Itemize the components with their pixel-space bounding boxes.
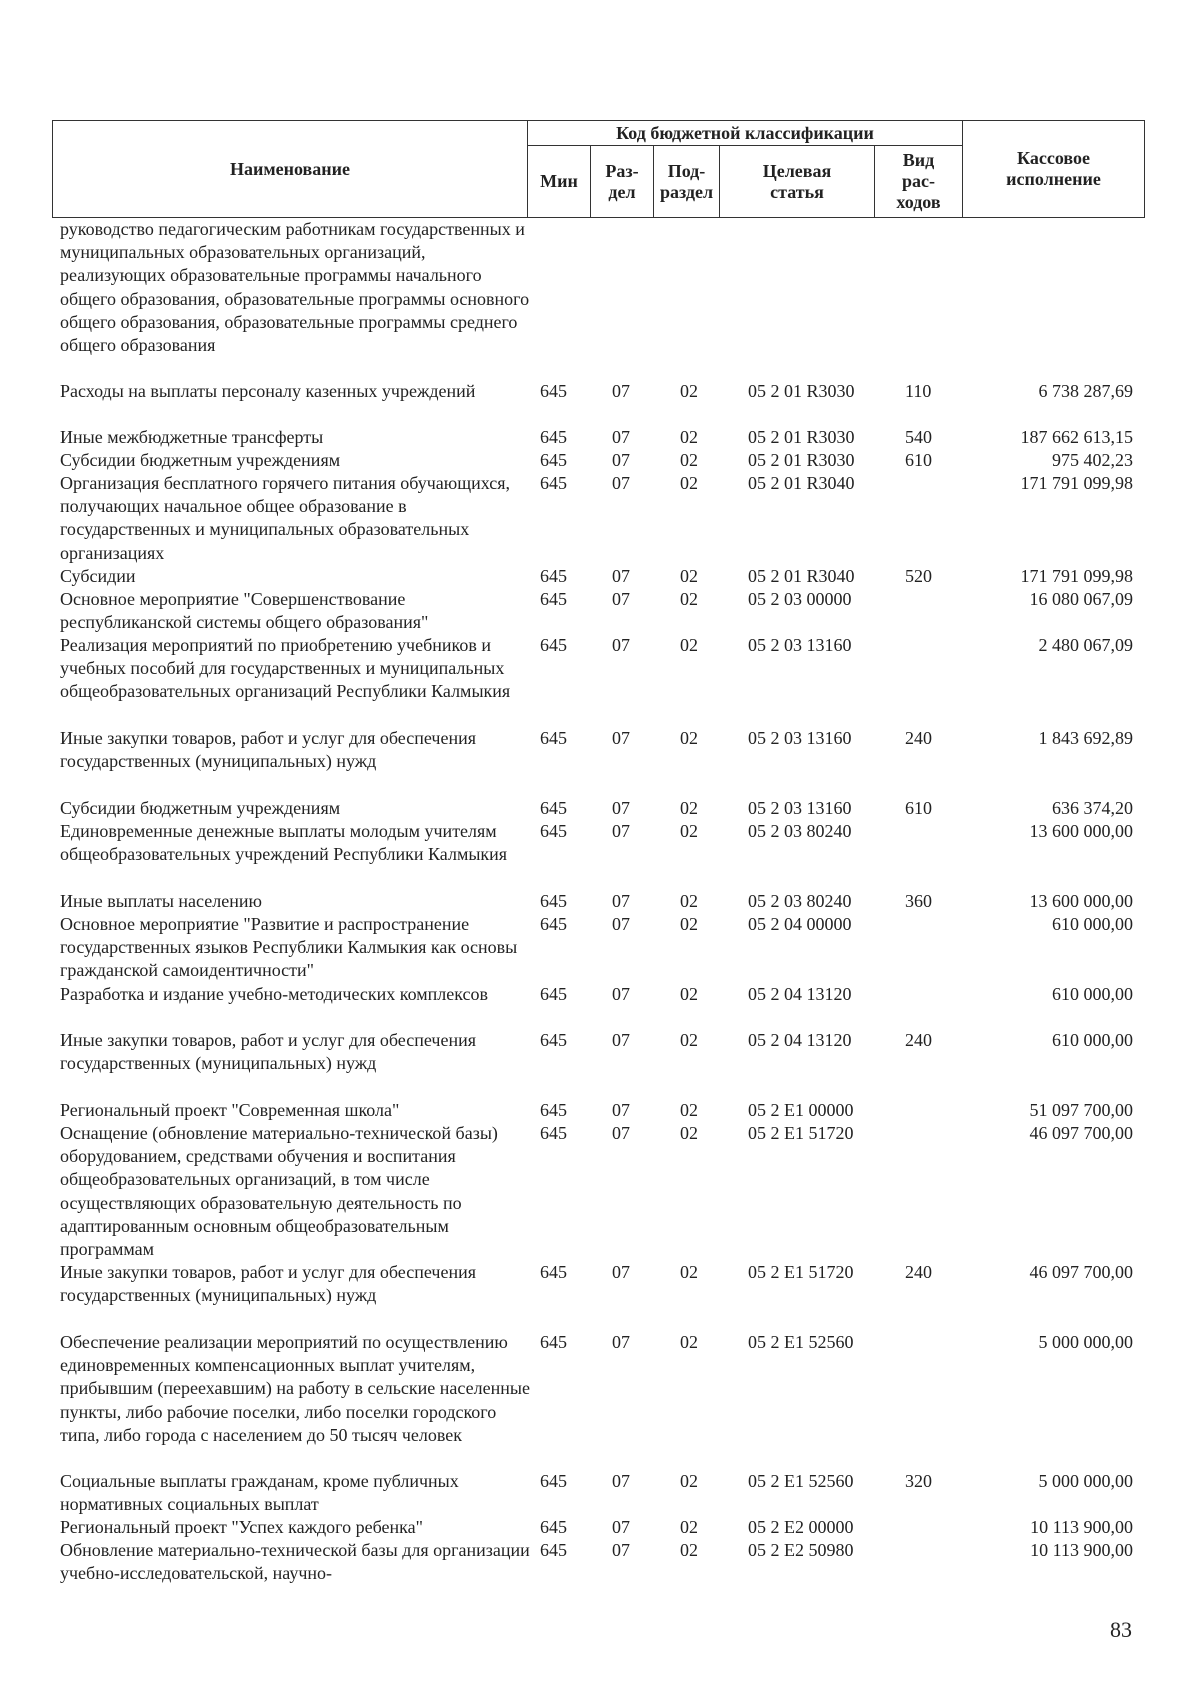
- row-sum: 171 791 099,98: [1020, 473, 1133, 493]
- table-row: [0, 426, 1200, 449]
- row-razdel: 07: [612, 450, 630, 470]
- row-min: 645: [540, 450, 567, 470]
- row-sum: 610 000,00: [1052, 914, 1133, 934]
- row-name: Субсидии: [60, 566, 136, 586]
- row-podrazdel: 02: [680, 1471, 698, 1491]
- header-podrazdel-text: Под- раздел: [659, 160, 714, 202]
- header-celevaya: [720, 146, 874, 217]
- row-name: руководство педагогическим работникам государственных и муниципальных образовательных организаций, реализующих образовательные программы начального общего образования, образовательные программы основного общего образования, образовательные программы среднего общего образования: [60, 219, 530, 356]
- row-podrazdel: 02: [680, 984, 698, 1004]
- row-min: 645: [540, 635, 567, 655]
- row-razdel: 07: [612, 1262, 630, 1282]
- row-podrazdel: 02: [680, 728, 698, 748]
- row-celevaya: 05 2 04 13120: [748, 1030, 852, 1050]
- row-celevaya: 05 2 E1 00000: [748, 1100, 854, 1120]
- row-razdel: 07: [612, 1517, 630, 1537]
- row-name: Обновление материально-технической базы для организации учебно-исследовательской, научно-: [60, 1540, 530, 1584]
- row-name: Иные закупки товаров, работ и услуг для обеспечения государственных (муниципальных) нужд: [60, 1030, 476, 1074]
- header-celevaya-text: Целевая статья: [762, 160, 832, 202]
- row-sum: 187 662 613,15: [1020, 427, 1133, 447]
- row-name: Иные межбюджетные трансферты: [60, 427, 324, 447]
- table-row: [0, 218, 1200, 380]
- row-vid: 610: [905, 450, 932, 470]
- row-sum: 171 791 099,98: [1020, 566, 1133, 586]
- row-podrazdel: 02: [680, 798, 698, 818]
- table-row: [0, 1261, 1200, 1331]
- row-razdel: 07: [612, 589, 630, 609]
- row-celevaya: 05 2 03 13160: [748, 635, 852, 655]
- row-min: 645: [540, 728, 567, 748]
- row-podrazdel: 02: [680, 1100, 698, 1120]
- table-row: [0, 380, 1200, 426]
- row-podrazdel: 02: [680, 821, 698, 841]
- header-podrazdel: [654, 146, 719, 217]
- row-vid: 520: [905, 566, 932, 586]
- table-header: [52, 120, 1145, 218]
- row-name: Иные закупки товаров, работ и услуг для обеспечения государственных (муниципальных) нужд: [60, 1262, 476, 1306]
- row-podrazdel: 02: [680, 1262, 698, 1282]
- row-podrazdel: 02: [680, 381, 698, 401]
- row-sum: 16 080 067,09: [1029, 589, 1133, 609]
- row-celevaya: 05 2 01 R3030: [748, 450, 855, 470]
- table-row: [0, 449, 1200, 472]
- row-celevaya: 05 2 03 13160: [748, 798, 852, 818]
- row-vid: 610: [905, 798, 932, 818]
- row-name: Основное мероприятие "Совершенствование республиканской системы общего образования": [60, 589, 429, 633]
- row-name: Единовременные денежные выплаты молодым учителям общеобразовательных учреждений Республики Калмыкия: [60, 821, 508, 865]
- row-vid: 110: [905, 381, 932, 401]
- header-vid-text: Вид рас- ходов: [896, 150, 941, 212]
- row-podrazdel: 02: [680, 914, 698, 934]
- row-celevaya: 05 2 01 R3040: [748, 566, 855, 586]
- row-vid: 240: [905, 1262, 932, 1282]
- row-celevaya: 05 2 03 80240: [748, 891, 852, 911]
- row-sum: 6 738 287,69: [1038, 381, 1133, 401]
- row-min: 645: [540, 589, 567, 609]
- row-min: 645: [540, 566, 567, 586]
- row-celevaya: 05 2 E1 52560: [748, 1471, 854, 1491]
- table-row: [0, 472, 1200, 565]
- table-row: [0, 1099, 1200, 1122]
- row-min: 645: [540, 1262, 567, 1282]
- table-body: [0, 218, 1200, 1585]
- header-razdel: [591, 146, 653, 217]
- row-sum: 610 000,00: [1052, 984, 1133, 1004]
- row-razdel: 07: [612, 566, 630, 586]
- row-podrazdel: 02: [680, 891, 698, 911]
- row-vid: 360: [905, 891, 932, 911]
- row-sum: 610 000,00: [1052, 1030, 1133, 1050]
- table-row: [0, 890, 1200, 913]
- row-name: Иные выплаты населению: [60, 891, 262, 911]
- row-podrazdel: 02: [680, 1123, 698, 1143]
- row-sum: 46 097 700,00: [1029, 1262, 1133, 1282]
- row-sum: 13 600 000,00: [1029, 821, 1133, 841]
- table-row: [0, 1122, 1200, 1261]
- row-razdel: 07: [612, 381, 630, 401]
- row-name: Субсидии бюджетным учреждениям: [60, 798, 341, 818]
- row-name: Организация бесплатного горячего питания обучающихся, получающих начальное общее образование в государственных и муниципальных образовательных организациях: [60, 473, 510, 563]
- header-vid: [875, 146, 962, 217]
- row-sum: 5 000 000,00: [1038, 1332, 1133, 1352]
- row-name: Разработка и издание учебно-методических комплексов: [60, 984, 489, 1004]
- row-razdel: 07: [612, 1123, 630, 1143]
- header-kassovoe-text: Кассовое исполнение: [1006, 148, 1101, 189]
- row-min: 645: [540, 914, 567, 934]
- header-kassovoe: [963, 121, 1144, 217]
- row-celevaya: 05 2 01 R3030: [748, 381, 855, 401]
- row-min: 645: [540, 1100, 567, 1120]
- table-row: [0, 1539, 1200, 1585]
- row-min: 645: [540, 1517, 567, 1537]
- row-celevaya: 05 2 04 00000: [748, 914, 852, 934]
- page-number: 83: [1110, 1617, 1132, 1642]
- table-row: [0, 1470, 1200, 1516]
- row-razdel: 07: [612, 984, 630, 1004]
- row-sum: 10 113 900,00: [1030, 1517, 1133, 1537]
- row-celevaya: 05 2 01 R3030: [748, 427, 855, 447]
- row-celevaya: 05 2 E1 51720: [748, 1262, 854, 1282]
- row-razdel: 07: [612, 798, 630, 818]
- row-name: Оснащение (обновление материально-технической базы) оборудованием, средствами обучения и воспитания общеобразовательных организаций, в том числе осуществляющих образовательную деятельность по адаптированным основным общеобразовательным программам: [60, 1123, 498, 1260]
- row-razdel: 07: [612, 1471, 630, 1491]
- row-podrazdel: 02: [680, 1030, 698, 1050]
- row-podrazdel: 02: [680, 450, 698, 470]
- row-sum: 46 097 700,00: [1029, 1123, 1133, 1143]
- table-row: [0, 1516, 1200, 1539]
- row-sum: 13 600 000,00: [1029, 891, 1133, 911]
- row-name: Обеспечение реализации мероприятий по осуществлению единовременных компенсационных выплат учителям, прибывшим (переехавшим) на работу в сельские населенные пункты, либо рабочие поселки, либо поселки городского типа, либо города с населением до 50 тысяч человек: [60, 1332, 530, 1445]
- table-row: [0, 797, 1200, 820]
- row-sum: 1 843 692,89: [1038, 728, 1133, 748]
- row-min: 645: [540, 1540, 567, 1560]
- table-row: [0, 588, 1200, 634]
- row-name: Реализация мероприятий по приобретению учебников и учебных пособий для государственных и муниципальных общеобразовательных организаций Республики Калмыкия: [60, 635, 511, 702]
- table-row: [0, 983, 1200, 1029]
- row-razdel: 07: [612, 473, 630, 493]
- row-razdel: 07: [612, 728, 630, 748]
- row-min: 645: [540, 798, 567, 818]
- row-name: Иные закупки товаров, работ и услуг для обеспечения государственных (муниципальных) нужд: [60, 728, 476, 772]
- row-name: Социальные выплаты гражданам, кроме публичных нормативных социальных выплат: [60, 1471, 459, 1515]
- row-razdel: 07: [612, 914, 630, 934]
- row-sum: 5 000 000,00: [1038, 1471, 1133, 1491]
- row-min: 645: [540, 1030, 567, 1050]
- row-razdel: 07: [612, 1540, 630, 1560]
- row-min: 645: [540, 891, 567, 911]
- row-sum: 51 097 700,00: [1029, 1100, 1133, 1120]
- row-min: 645: [540, 1332, 567, 1352]
- row-min: 645: [540, 821, 567, 841]
- row-razdel: 07: [612, 1030, 630, 1050]
- row-podrazdel: 02: [680, 473, 698, 493]
- row-razdel: 07: [612, 427, 630, 447]
- row-podrazdel: 02: [680, 589, 698, 609]
- row-min: 645: [540, 1123, 567, 1143]
- header-razdel-text: Раз- дел: [605, 160, 639, 202]
- table-row: [0, 820, 1200, 890]
- row-razdel: 07: [612, 891, 630, 911]
- table-row: [0, 1331, 1200, 1470]
- table-row: [0, 634, 1200, 727]
- row-name: Расходы на выплаты персоналу казенных учреждений: [60, 381, 476, 401]
- row-celevaya: 05 2 04 13120: [748, 984, 852, 1004]
- row-celevaya: 05 2 01 R3040: [748, 473, 855, 493]
- row-celevaya: 05 2 E2 00000: [748, 1517, 854, 1537]
- row-celevaya: 05 2 03 00000: [748, 589, 852, 609]
- row-min: 645: [540, 1471, 567, 1491]
- row-name: Региональный проект "Современная школа": [60, 1100, 400, 1120]
- row-min: 645: [540, 381, 567, 401]
- table-row: [0, 565, 1200, 588]
- row-vid: 240: [905, 728, 932, 748]
- row-min: 645: [540, 427, 567, 447]
- row-podrazdel: 02: [680, 1332, 698, 1352]
- row-podrazdel: 02: [680, 427, 698, 447]
- row-celevaya: 05 2 E1 51720: [748, 1123, 854, 1143]
- row-celevaya: 05 2 03 80240: [748, 821, 852, 841]
- row-podrazdel: 02: [680, 566, 698, 586]
- row-name: Субсидии бюджетным учреждениям: [60, 450, 341, 470]
- row-podrazdel: 02: [680, 1540, 698, 1560]
- table-row: [0, 913, 1200, 983]
- row-celevaya: 05 2 03 13160: [748, 728, 852, 748]
- row-min: 645: [540, 984, 567, 1004]
- row-razdel: 07: [612, 821, 630, 841]
- row-min: 645: [540, 473, 567, 493]
- row-sum: 10 113 900,00: [1030, 1540, 1133, 1560]
- row-celevaya: 05 2 E1 52560: [748, 1332, 854, 1352]
- row-sum: 2 480 067,09: [1038, 635, 1133, 655]
- row-vid: 240: [905, 1030, 932, 1050]
- row-vid: 540: [905, 427, 932, 447]
- row-name: Региональный проект "Успех каждого ребенка": [60, 1517, 423, 1537]
- row-razdel: 07: [612, 635, 630, 655]
- row-sum: 975 402,23: [1052, 450, 1133, 470]
- header-name: Наименование: [230, 158, 350, 179]
- row-podrazdel: 02: [680, 635, 698, 655]
- row-razdel: 07: [612, 1332, 630, 1352]
- row-podrazdel: 02: [680, 1517, 698, 1537]
- table-row: [0, 727, 1200, 797]
- row-celevaya: 05 2 E2 50980: [748, 1540, 854, 1560]
- row-razdel: 07: [612, 1100, 630, 1120]
- row-name: Основное мероприятие "Развитие и распространение государственных языков Республики Калмыкия как основы гражданской самоидентичности": [60, 914, 518, 981]
- row-sum: 636 374,20: [1052, 798, 1133, 818]
- row-vid: 320: [905, 1471, 932, 1491]
- header-min: Мин: [540, 171, 578, 191]
- header-code-group: Код бюджетной классификации: [616, 122, 874, 143]
- table-row: [0, 1029, 1200, 1099]
